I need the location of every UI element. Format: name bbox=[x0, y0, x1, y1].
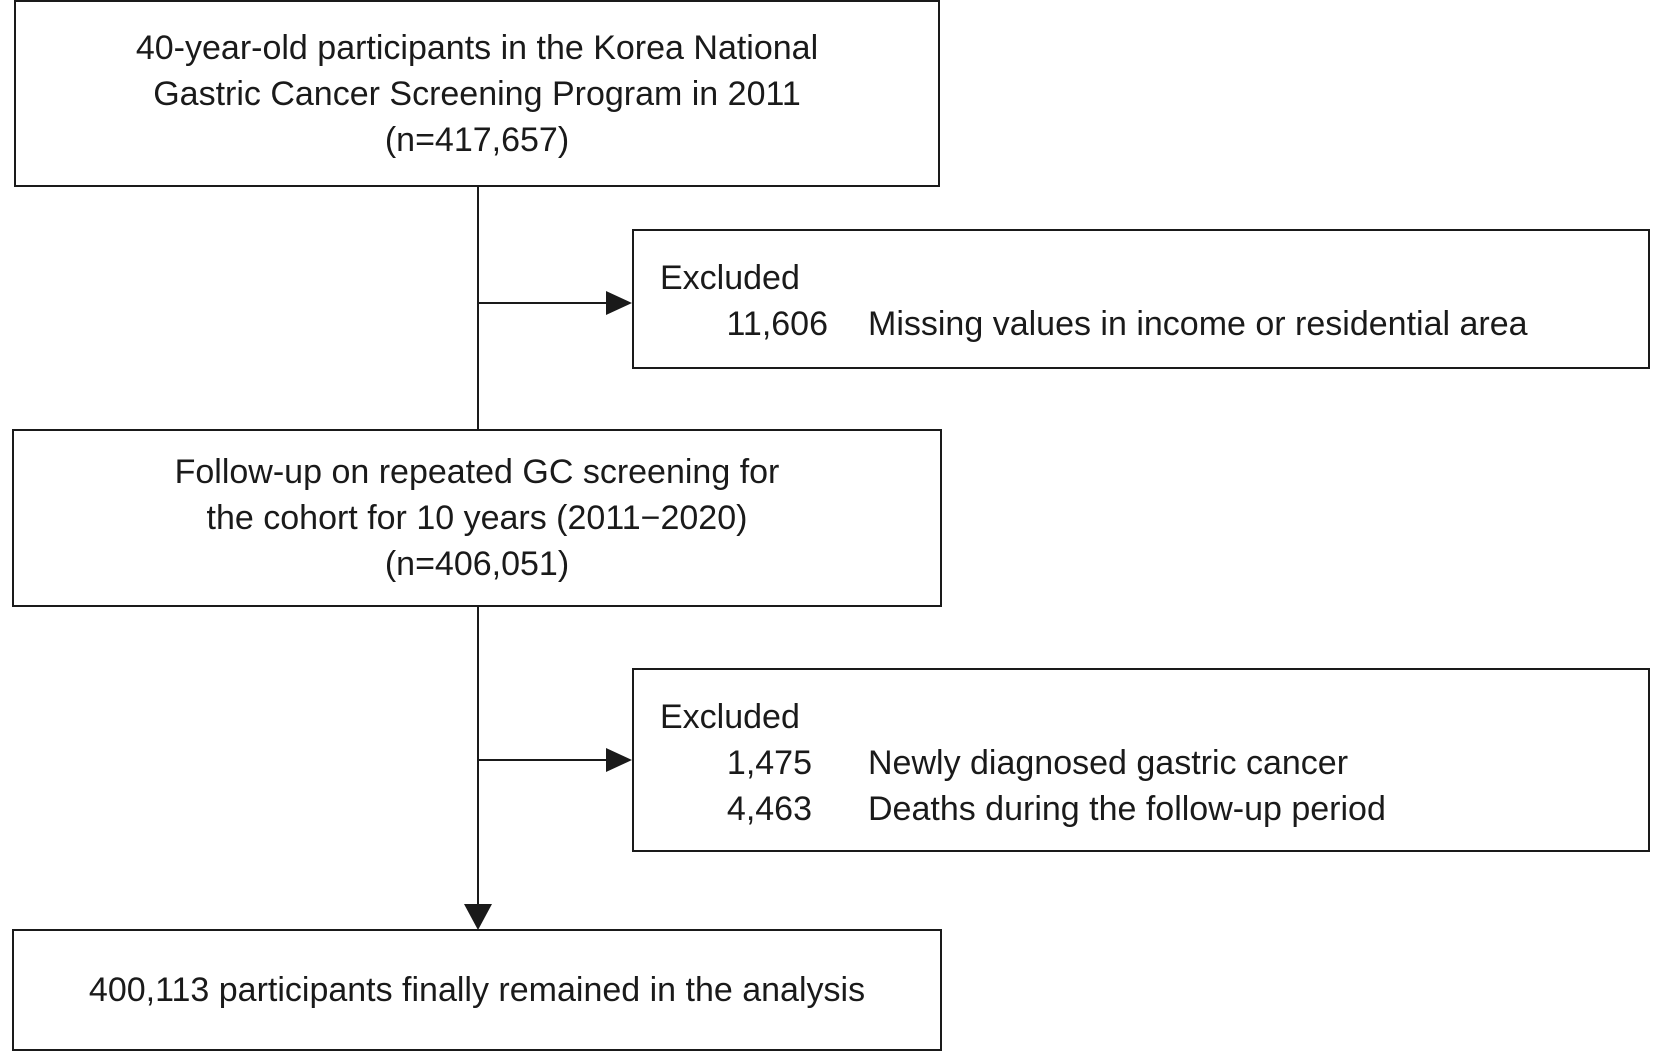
exclusion2-item bbox=[660, 786, 1648, 832]
initial-cohort-line1: 40-year-old participants in the Korea National bbox=[135, 28, 819, 67]
exclusion1-heading: Excluded bbox=[660, 259, 800, 297]
exclusion2-box bbox=[632, 668, 1650, 852]
initial-cohort-line2: Gastric Cancer Screening Program in 2011 bbox=[153, 74, 801, 113]
exclusion2-heading: Excluded bbox=[660, 698, 800, 736]
followup-cohort-line1: Follow-up on repeated GC screening for bbox=[174, 453, 780, 491]
exclusion1-box bbox=[632, 229, 1650, 369]
exclusion2-item-reason: Deaths during the follow-up period bbox=[868, 790, 1386, 828]
exclusion1-item-reason: Missing values in income or residential area bbox=[868, 305, 1528, 343]
final-cohort-text: 400,113 participants finally remained in the analysis bbox=[88, 971, 866, 1009]
arrowhead-exclusion1 bbox=[606, 291, 632, 315]
exclusion2-item bbox=[660, 740, 1648, 786]
arrowhead-final bbox=[464, 904, 492, 930]
initial-cohort-box bbox=[14, 0, 940, 187]
followup-cohort-count: (n=406,051) bbox=[384, 545, 570, 583]
arrowhead-exclusion2 bbox=[606, 748, 632, 772]
followup-cohort-box bbox=[12, 429, 942, 607]
final-cohort-box bbox=[12, 929, 942, 1051]
initial-cohort-count: (n=417,657) bbox=[384, 120, 570, 159]
followup-cohort-line2: the cohort for 10 years (2011−2020) bbox=[206, 499, 748, 537]
exclusion2-item-count: 4,463 bbox=[726, 790, 812, 828]
exclusion1-item bbox=[660, 301, 1648, 347]
exclusion1-item-count: 11,606 bbox=[726, 305, 828, 343]
exclusion2-item-count: 1,475 bbox=[726, 744, 812, 782]
exclusion2-item-reason: Newly diagnosed gastric cancer bbox=[868, 744, 1349, 782]
